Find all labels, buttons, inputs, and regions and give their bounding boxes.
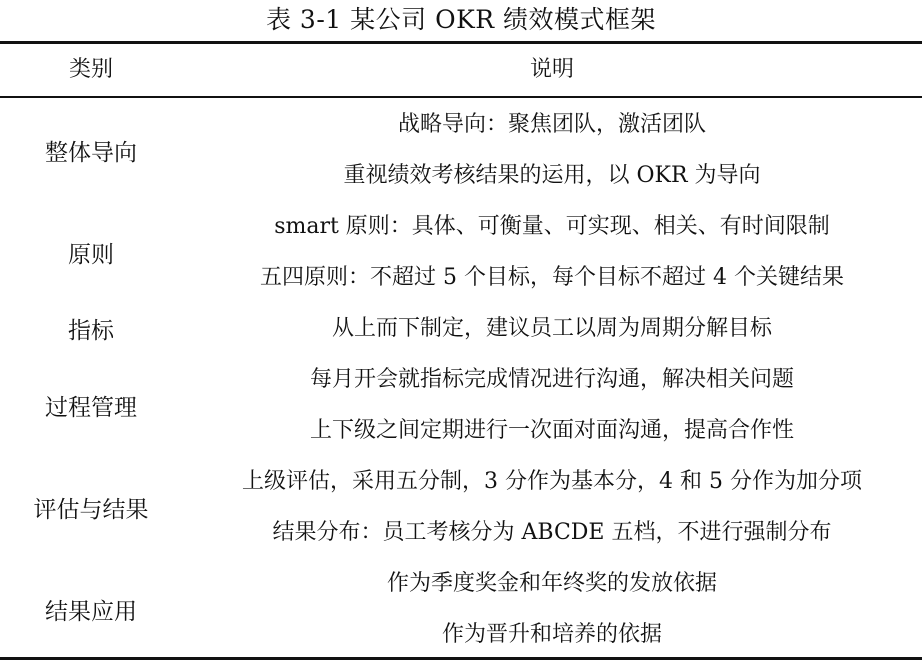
bottom-rule: [0, 657, 922, 660]
table-row: [0, 99, 922, 201]
row-description-line: 每月开会就指标完成情况进行沟通，解决相关问题: [309, 367, 794, 392]
table-row: [0, 354, 922, 456]
table-caption: 表 3-1 某公司 OKR 绩效模式框架: [265, 5, 657, 34]
header-rule: [0, 96, 922, 98]
row-category: 指标: [68, 318, 114, 344]
row-description-line: 作为季度奖金和年终奖的发放依据: [386, 571, 717, 596]
row-description-line: 结果分布：员工考核分为 ABCDE 五档，不进行强制分布: [272, 520, 832, 545]
table-body: [0, 99, 922, 660]
table-row: [0, 201, 922, 303]
header-category: 类别: [68, 57, 113, 82]
row-category: 整体导向: [45, 139, 137, 166]
row-description-line: 从上而下制定，建议员工以周为周期分解目标: [331, 316, 772, 341]
row-category: 评估与结果: [33, 496, 149, 523]
table-row: [0, 303, 922, 354]
row-description-line: 重视绩效考核结果的运用，以 OKR 为导向: [343, 163, 761, 188]
row-category: 原则: [68, 241, 114, 268]
row-description-line: 战略导向：聚焦团队，激活团队: [397, 112, 706, 137]
row-category: 过程管理: [45, 394, 137, 421]
table-row: [0, 558, 922, 660]
row-description-line: 上下级之间定期进行一次面对面沟通，提高合作性: [309, 418, 794, 443]
row-description-line: 作为晋升和培养的依据: [441, 622, 662, 647]
row-description-line: 五四原则：不超过 5 个目标，每个目标不超过 4 个关键结果: [260, 265, 844, 290]
row-category: 结果应用: [45, 598, 137, 625]
table-row: [0, 456, 922, 558]
table-header-row: [0, 44, 922, 96]
header-description: 说明: [529, 57, 574, 82]
row-description-line: smart 原则：具体、可衡量、可实现、相关、有时间限制: [274, 214, 830, 239]
row-description-line: 上级评估，采用五分制，3 分作为基本分，4 和 5 分作为加分项: [242, 469, 862, 494]
